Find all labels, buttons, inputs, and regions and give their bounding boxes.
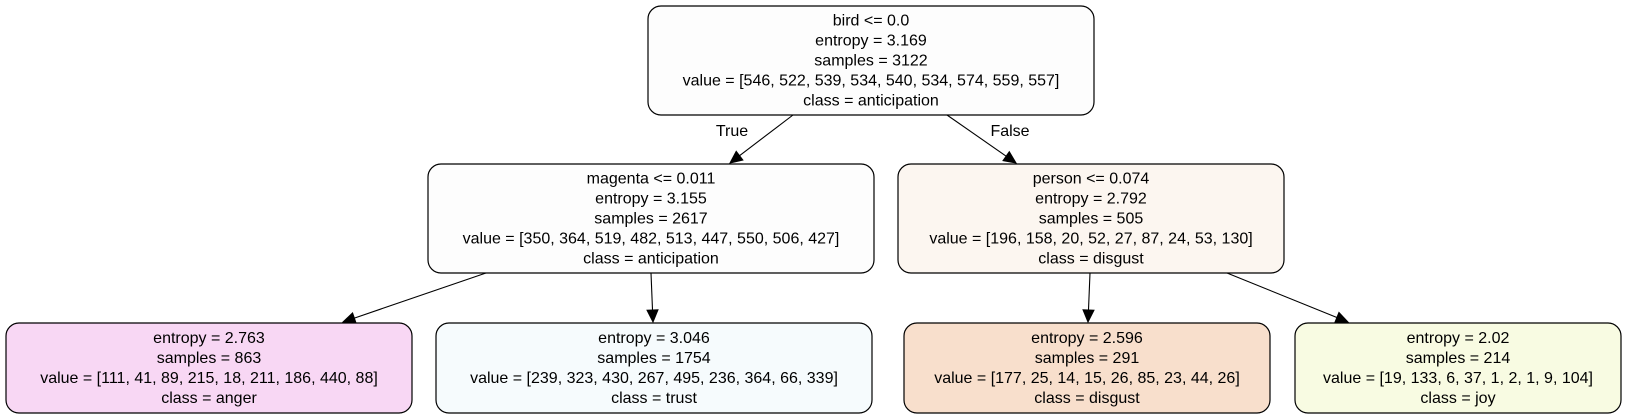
edge-line <box>1088 273 1090 310</box>
node-text-line: value = [546, 522, 539, 534, 540, 534, 574, 559, 557] <box>682 72 1060 90</box>
node-text-line: samples = 505 <box>1038 210 1144 228</box>
tree-node-left <box>428 164 874 273</box>
node-text-line: samples = 214 <box>1405 350 1511 367</box>
node-text-line: class = disgust <box>1034 390 1140 407</box>
edge-root-to-right <box>947 115 1030 163</box>
tree-node-leaf2 <box>436 323 872 413</box>
node-text-line: value = [111, 41, 89, 215, 18, 211, 186, 440, 88] <box>40 370 378 387</box>
arrowhead-icon <box>730 151 743 163</box>
nodes-layer <box>6 6 1621 413</box>
edge-label-true: True <box>715 123 749 140</box>
tree-node-leaf3 <box>904 323 1270 413</box>
node-text-line: class = joy <box>1420 390 1496 407</box>
arrowhead-icon <box>343 313 356 323</box>
edge-right-to-leaf4 <box>1227 273 1348 323</box>
arrowhead-icon <box>1083 310 1094 322</box>
node-text-line: person <= 0.074 <box>1032 170 1150 188</box>
edge-left-to-leaf2 <box>647 273 658 322</box>
edge-label-false: False <box>990 123 1030 140</box>
node-text-line: class = trust <box>611 390 697 407</box>
node-text-line: samples = 863 <box>156 350 262 367</box>
node-text-line: entropy = 2.02 <box>1406 330 1510 347</box>
node-text-line: value = [177, 25, 14, 15, 26, 85, 23, 44, 26] <box>934 370 1240 387</box>
node-text-line: value = [19, 133, 6, 37, 1, 2, 1, 9, 104] <box>1323 370 1593 387</box>
tree-node-right <box>898 164 1284 273</box>
edge-right-to-leaf3 <box>1083 273 1094 322</box>
edge-left-to-leaf1 <box>343 273 486 323</box>
node-text-line: class = disgust <box>1038 250 1144 268</box>
node-text-line: entropy = 3.155 <box>595 190 707 208</box>
node-text-line: value = [239, 323, 430, 267, 495, 236, 364, 66, 339] <box>470 370 838 387</box>
node-text-line: entropy = 3.169 <box>815 32 927 50</box>
node-text-line: entropy = 2.792 <box>1035 190 1147 208</box>
tree-node-root <box>648 6 1094 115</box>
node-text-line: samples = 3122 <box>814 52 928 70</box>
arrowhead-icon <box>1003 152 1016 163</box>
node-text-line: entropy = 2.763 <box>153 330 265 347</box>
node-text-line: entropy = 3.046 <box>598 330 710 347</box>
node-text-line: value = [196, 158, 20, 52, 27, 87, 24, 53, 130] <box>929 230 1253 248</box>
edge-line <box>651 273 653 310</box>
edge-root-to-left <box>716 115 793 163</box>
tree-node-leaf4 <box>1295 323 1621 413</box>
node-text-line: bird <= 0.0 <box>832 12 910 30</box>
node-text-line: samples = 291 <box>1034 350 1140 367</box>
edge-line <box>1227 273 1337 317</box>
arrowhead-icon <box>647 310 658 322</box>
node-text-line: class = anticipation <box>803 92 939 110</box>
node-text-line: samples = 2617 <box>594 210 708 228</box>
node-text-line: magenta <= 0.011 <box>586 170 716 188</box>
node-text-line: entropy = 2.596 <box>1031 330 1143 347</box>
tree-node-leaf1 <box>6 323 412 413</box>
edge-line <box>354 273 486 318</box>
node-text-line: value = [350, 364, 519, 482, 513, 447, 550, 506, 427] <box>462 230 840 248</box>
node-text-line: class = anger <box>161 390 257 407</box>
node-text-line: class = anticipation <box>583 250 719 268</box>
node-text-line: samples = 1754 <box>597 350 711 367</box>
arrowhead-icon <box>1335 312 1348 322</box>
